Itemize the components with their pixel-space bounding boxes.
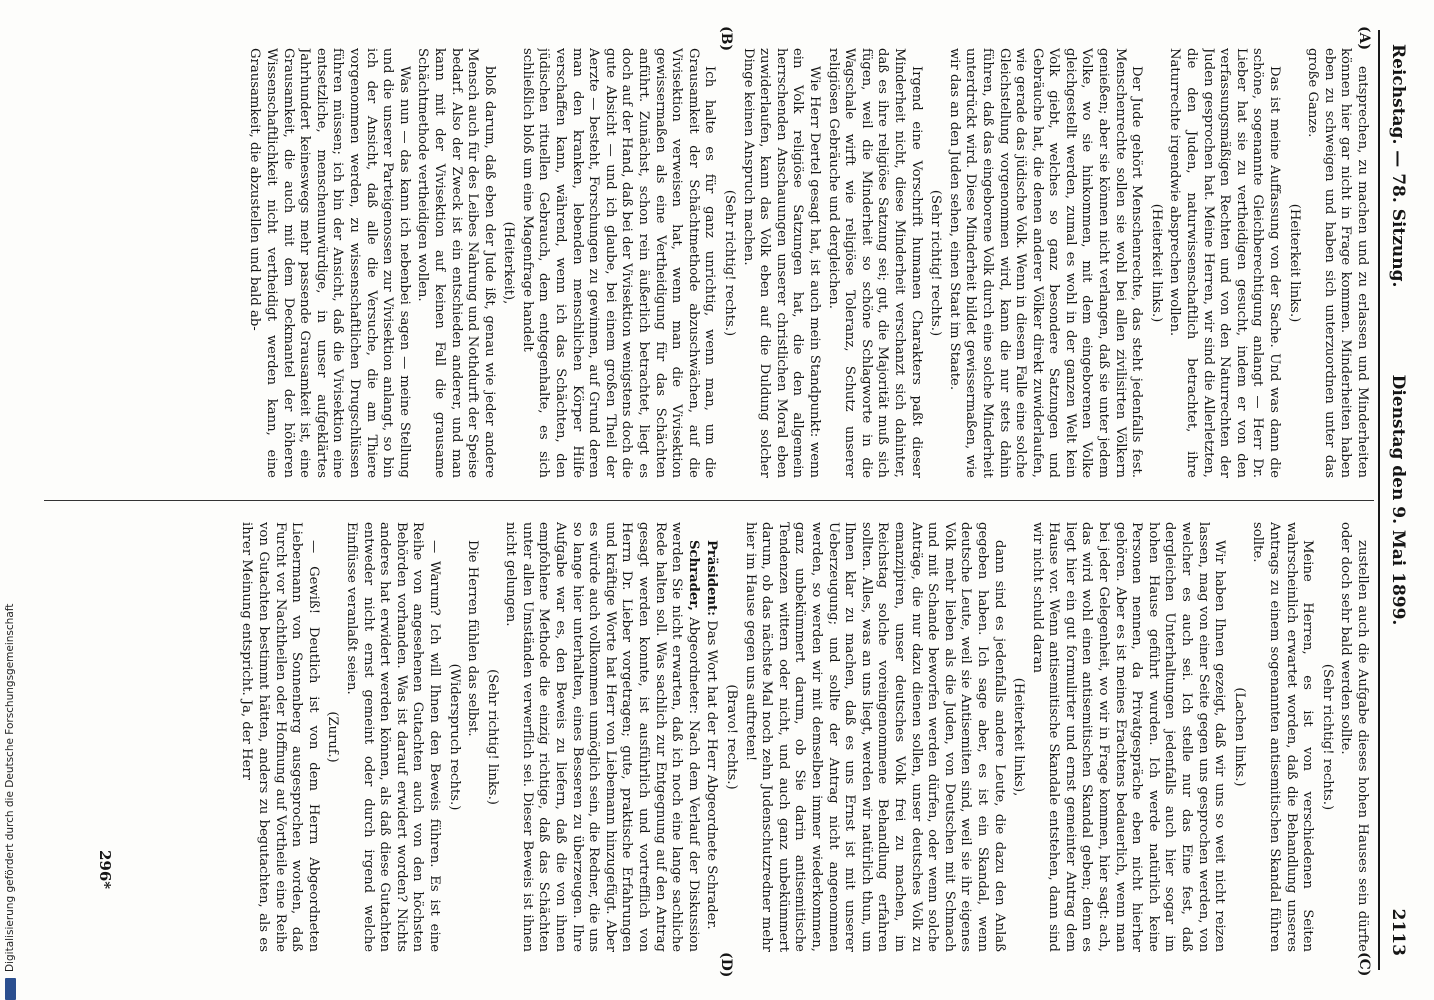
paragraph: — Gewiß! Deutlich ist von dem Herrn Abgeordneten Liebermann von Sonnenberg ausgesprochen worden, daß Furcht vor Nachtheilen oder Hoffnung auf Vortheile eine Reihe von Gutachten bestimmt hätten, anders zu begutachten, als es ihrer Meinung entspricht. Ja, der Herr bbox=[239, 522, 321, 952]
interjection: (Lachen links.) bbox=[1231, 687, 1247, 787]
interjection: (Widerspruch rechts.) bbox=[446, 663, 462, 811]
interjection: (Bravo! rechts.) bbox=[724, 684, 740, 790]
speaker-text: Das Wort hat der Herr Abgeordnete Schrader. bbox=[704, 620, 720, 930]
paragraph: — Warum? Ich will Ihnen den Beweis führen. Es ist eine Reihe von angesehenen Gutachten auch von den höchsten Behörden vorhanden. Was ist darauf erwidert worden? Nichts anderes hat erwidert werden können, als daß diese Gutachten entweder nicht ernst gemeint oder durch irgend welche Einflüsse veranlaßt seien. bbox=[343, 522, 442, 952]
column-divider bbox=[44, 500, 1374, 501]
paragraph: Ich halte es für ganz unrichtig, wenn man, um die Grausamkeit der Schächtmethode abzuschwächen, auf die Vivisektion verweisen hat, wenn man die Vivisektion gewissermaßen als eine Vertheidigung für das Schächten anführt. Zunächst, schon rein äußerlich betrachtet, liegt es doch auf der Hand, daß bei der Vivisektion wenigstens doch die gute Absicht — und ich glaube, bei einem großen Theil der Aerzte — besteht, Forschungen zu gewinnen, auf Grund deren man den kranken, lebenden menschlichen Körper Hilfe verschaffen kann, während, wenn ich das Schächten, den jüdischen rituellen Gebrauch, dem entgegenhalte, es sich schließlich bloß um eine Magenfrage handelt bbox=[519, 48, 718, 478]
paragraph: Der Jude gehört Menschenrechte, das steht jedenfalls fest. Menschenrechte sollen sie wohl bei allen zivilisirten Völkern genießen; aber sie können nicht verlangen, daß sie unter jedem Volke, wo sie hinkommen, mit dem eingeborenen Volke gleichgestellt werden, zumal es wohl in der ganzen Welt kein Volk giebt, welches so ganz besondere Satzungen und Gebräuche hat, die denen anderer Völker direkt zuwiderlaufen, wie gerade das jüdische Volk. Wenn in diesem Falle eine solche Gleichstellung vorgenommen wird, kann die nur stets dahin führen, daß das eingeborene Volk durch eine solche Minderheit unterdrückt wird. Diese Minderheit bildet gewissermaßen, wie wir das an den Juden sehen, einen Staat im Staate. bbox=[946, 48, 1145, 478]
speaker-label: Präsident: bbox=[704, 540, 720, 617]
paragraph: zustellen auch die Aufgabe dieses hohen Hauses sein dürfte oder doch sehr bald werden sollte. bbox=[1338, 522, 1370, 952]
paragraph: Irgend eine Vorschrift humanen Charakters paßt dieser Minderheit nicht, diese Minderheit verschanzt sich dahinter, daß es ihre religiöse Satzung sei; gut, die Majorität muß sich fügen, weil die Minderheit so schöne Schlagworte in die Wagschale wirft wie religiöse Toleranz, Schutz unserer religiösen Gebräuche und dergleichen. bbox=[825, 48, 924, 478]
speaker-paragraph bbox=[703, 522, 720, 952]
interjection: (Heiterkeit links), bbox=[1011, 677, 1027, 797]
digitization-credit bbox=[2, 600, 18, 1000]
margin-marker-c: (C) bbox=[1356, 952, 1372, 977]
interjection: (Heiterkeit), bbox=[501, 221, 517, 305]
signature-mark: 296* bbox=[96, 850, 114, 890]
interjection: (Heiterkeit links.) bbox=[1148, 203, 1164, 323]
page-number: 2113 bbox=[1388, 908, 1408, 956]
paragraph: dann sind es jedenfalls andere Leute, die dazu den Anlaß gegeben haben. Ich sage aber, es ist ein Skandal, wenn deutsche Leute, weil sie Antisemiten sind, weil sie ihr eigenes Volk mehr lieben als die Juden, von Deutschen mit Schmach und mit Schande beworfen werden dürfen, oder wenn solche Anträge, die nur dazu dienen sollen, unser deutsches Volk zu emanzipiren, unser deutsches Volk frei zu machen, im Reichstag solche voreingenommene Behandlung erfahren sollten. Alles, was an uns liegt, werden wir natürlich thun, um Ihnen klar zu machen, daß es uns Ernst ist mit unserer Ueberzeugung; und sollte der Antrag nicht angenommen werden, so werden wir mit demselben immer wiederkommen, ganz unbekümmert darum, ob Sie darin antisemitische Tendenzen wittern oder nicht, und auch ganz unbekümmert darum, ob das nächste Mal noch zehn Judenschutzredner mehr hier im Hause gegen uns auftreten! bbox=[742, 522, 1007, 952]
page-header bbox=[1378, 30, 1414, 970]
credit-text: Digitalisierung gefördert durch die Deutsche Forschungsgemeinschaft bbox=[4, 603, 16, 972]
interjection: (Sehr richtig! rechts.) bbox=[928, 189, 944, 337]
header-left: Reichstag. — 78. Sitzung. bbox=[1388, 44, 1408, 288]
margin-marker-b: (B) bbox=[718, 26, 734, 52]
paragraph: Meine Herren, es ist von verschiedenen Seiten wahrscheinlich erwartet worden, daß die Behandlung unseres Antrags zu einem sogenannten antisemitischen Skandal führen sollte. bbox=[1250, 522, 1316, 952]
interjection: (Sehr richtig! rechts.) bbox=[722, 189, 738, 337]
paragraph: entsprechen, zu machen und zu erlassen und Minderheiten können hier gar nicht in Frage kommen. Minderheiten haben eben zu schweigen und haben sich unterzuordnen unter das große Ganze. bbox=[1305, 48, 1370, 478]
interjection: (Zuruf.) bbox=[325, 711, 341, 763]
header-date: Dienstag den 9. Mai 1899. bbox=[1388, 374, 1408, 626]
paragraph: Wir haben Ihnen gezeigt, daß wir uns so weit nicht reizen lassen, mag von einer Seite gegen uns gesprochen werden, von welcher es auch sei. Ich stelle nur das Eine fest, daß dergleichen Unterhaltungen jedenfalls auch hier sogar im hohen Hause geführt wurden. Ich werde natürlich keine Personen nennen, da Privatgespräche eben nicht hierher gehören. Aber es ist meines Erachtens bedauerlich, wenn man bei jeder Gelegenheit, wo wir in Frage kommen, hier sagt: ach, das wird wohl einen antisemitischen Skandal geben; denn es liegt hier ein gut formulirter und ernst gemeinter Antrag dem Hause vor. Wenn antisemitische Skandale entstehen, dann sind wir nicht schuld daran bbox=[1029, 522, 1228, 952]
speaker-label: Schrader, bbox=[685, 540, 701, 611]
paragraph: Die Herren fühlen das selbst. bbox=[465, 540, 481, 737]
margin-marker-d: (D) bbox=[718, 952, 734, 978]
paragraph: bloß darum, daß eben der Jude ißt, genau wie jeder andere Mensch auch für des Leibes Nahrung und Nothdurft der Speise bedarf. Also der Zweck ist ein entschieden anderer, und man kann mit der Vivisektion auf keinen Fall die grausame Schächtmethode vertheidigen wollen. bbox=[415, 48, 497, 478]
interjection: (Sehr richtig! rechts.) bbox=[1319, 663, 1335, 811]
paragraph: Was nun — das kann ich nebenbei sagen — meine Stellung und die unserer Parteigenossen zur Vivisektion anlangt, so bin ich der Ansicht, daß alle die Versuche, die am Thiere vorgenommen werden, zu wissenschaftlichen Drugschlüssen führen müssen; ich bin der Ansicht, daß die Vivisektion eine entsetzliche, menschenunwürdige, in unser aufgeklärtes Jahrhundert keineswegs mehr passende Grausamkeit ist, eine Grausamkeit, die auch mit dem Deckmantel der höheren Wissenschaftlichkeit nicht vertheidigt werden kann, eine Grausamkeit, die abzustellen und bald ab- bbox=[247, 48, 412, 478]
dfg-logo-icon bbox=[5, 978, 16, 1000]
speaker-text: Abgeordneter: Nach dem Verlauf der Diskussion werden Sie nicht erwarten, daß ich noch eine lange sachliche Rede halten soll. Was sachlich zur Entgegnung auf den Antrag gesagt werden konnte, ist ausführlich und vortrefflich von Herrn Dr. Lieber vorgetragen; gute, praktische Erfahrungen und kräftige Worte hat Herr von Liebemann hinzugefügt. Aber es würde auch vollkommen unmöglich sein, die Redner, die uns so lange hier unterhalten, eines Besseren zu überzeugen. Ihre Aufgabe war es, den Beweis zu liefern, daß die von ihnen empfohlene Methode die einzig richtige, daß das Schächten unter allen Umständen verwerflich sei. Dieser Beweis ist ihnen nicht gelungen. bbox=[503, 522, 701, 952]
paragraph: Wie Herr Dertel gesagt hat, ist auch mein Standpunkt: wenn ein Volk religiöse Satzungen hat, die den allgemein herrschenden Anschauungen unserer christlichen Moral eben zuwiderlaufen, kann das Volk eben auf die Duldung solcher Dinge keinen Anspruch machen. bbox=[740, 48, 822, 478]
interjection: (Heiterkeit links.) bbox=[1286, 203, 1302, 323]
interjection: (Sehr richtig! links.) bbox=[484, 669, 500, 805]
speaker-paragraph bbox=[502, 522, 701, 952]
margin-marker-a: (A) bbox=[1356, 26, 1372, 51]
paragraph: Das ist meine Auffassung von der Sache. Und was dann die schöne, sogenannte Gleichberechtigung anlangt — Herr Dr. Lieber hat sie zu vertheidigen gesucht, indem er von den verfassungsmäßigen Rechten und von den Naturrechten der Juden gesprochen hat. Meine Herren, wir sind die Allerletzten, die den Juden, naturwissenschaftlich betrachtet, ihre Naturrechte irgendwie absprechen wollen. bbox=[1167, 48, 1283, 478]
left-column bbox=[70, 48, 1370, 478]
right-column bbox=[70, 522, 1370, 952]
